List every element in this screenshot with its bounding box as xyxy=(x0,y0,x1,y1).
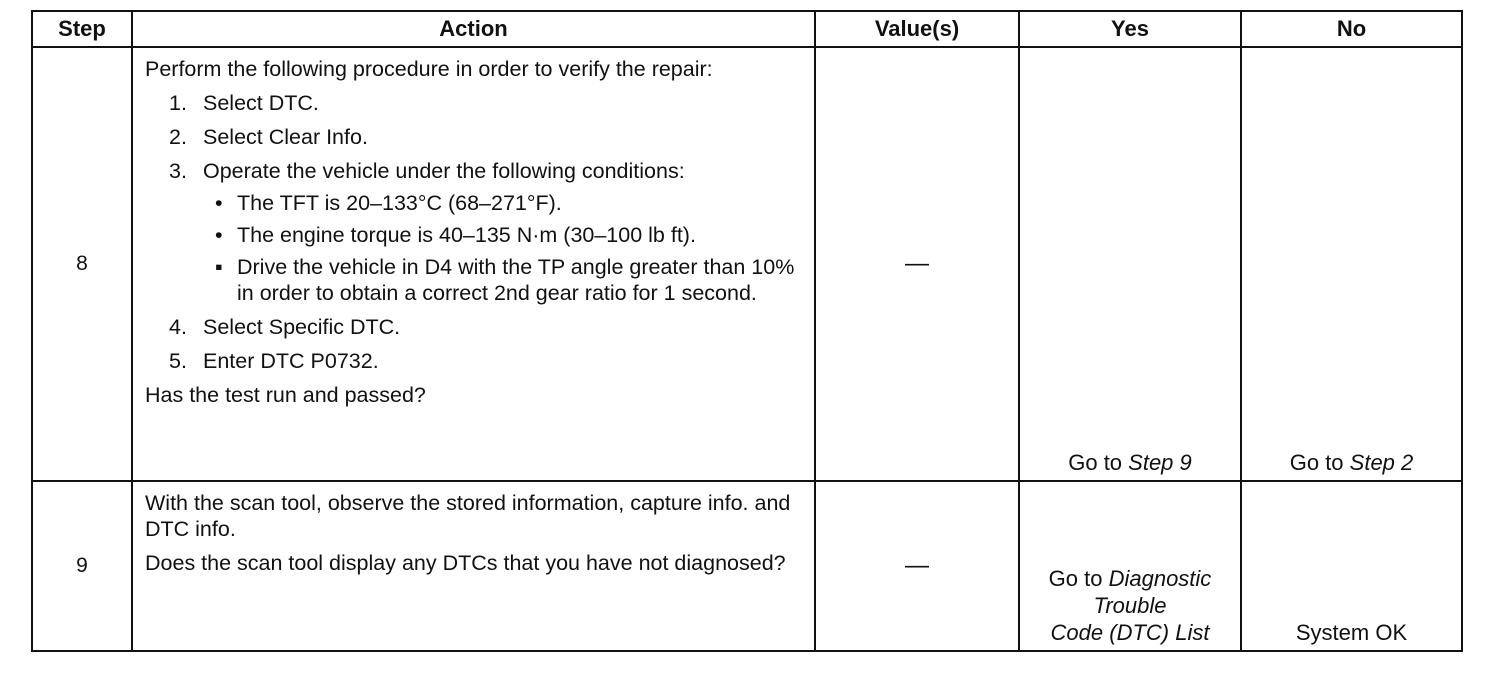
header-step: Step xyxy=(32,11,132,47)
diagnostic-procedure-table xyxy=(31,10,1463,652)
dtc-list-link[interactable]: Diagnostic xyxy=(1108,566,1212,591)
header-yes: Yes xyxy=(1019,11,1241,47)
bullet-item: ▪ Drive the vehicle in D4 with the TP angle greater than 10% in order to obtain a correct 2nd gear ratio for 1 second. xyxy=(215,255,795,305)
action-cell xyxy=(132,47,815,481)
action-cell xyxy=(132,481,815,651)
bullet-icon: • xyxy=(215,191,223,215)
list-item: 1. Select DTC. xyxy=(169,91,319,115)
test-question: Does the scan tool display any DTCs that you have not diagnosed? xyxy=(145,551,786,575)
table-row-step-8 xyxy=(32,47,1462,481)
procedure-intro: Perform the following procedure in order to verify the repair: xyxy=(145,57,713,81)
dtc-list-link[interactable]: Code (DTC) List xyxy=(1050,620,1210,645)
bullet-icon: ▪ xyxy=(215,255,223,279)
bullet-item: • The engine torque is 40–135 N·m (30–100 lb ft). xyxy=(215,223,696,247)
bullet-icon: • xyxy=(215,223,223,247)
list-item: 3. Operate the vehicle under the following conditions: xyxy=(169,159,685,183)
table-row-step-9 xyxy=(32,481,1462,651)
list-item: 2. Select Clear Info. xyxy=(169,125,368,149)
dtc-list-link[interactable]: Trouble xyxy=(1093,593,1167,618)
step-link[interactable]: Step 2 xyxy=(1349,450,1414,475)
step-number: 8 xyxy=(32,47,132,481)
value-cell: — xyxy=(815,481,1019,651)
header-row xyxy=(32,11,1462,47)
bullet-item: • The TFT is 20–133°C (68–271°F). xyxy=(215,191,562,215)
no-cell: Go to Step 2 xyxy=(1241,47,1462,481)
yes-cell: Go to Diagnostic Trouble Code (DTC) List xyxy=(1019,481,1241,651)
step-number: 9 xyxy=(32,481,132,651)
header-no: No xyxy=(1241,11,1462,47)
action-text: With the scan tool, observe the stored information, capture info. and DTC info. xyxy=(145,491,791,541)
header-values: Value(s) xyxy=(815,11,1019,47)
no-cell: System OK xyxy=(1241,481,1462,651)
step-link[interactable]: Step 9 xyxy=(1128,450,1192,475)
header-action: Action xyxy=(132,11,815,47)
value-cell: — xyxy=(815,47,1019,481)
test-question: Has the test run and passed? xyxy=(145,383,426,407)
yes-cell: Go to Step 9 xyxy=(1019,47,1241,481)
list-item: 5. Enter DTC P0732. xyxy=(169,349,379,373)
list-item: 4. Select Specific DTC. xyxy=(169,315,401,339)
